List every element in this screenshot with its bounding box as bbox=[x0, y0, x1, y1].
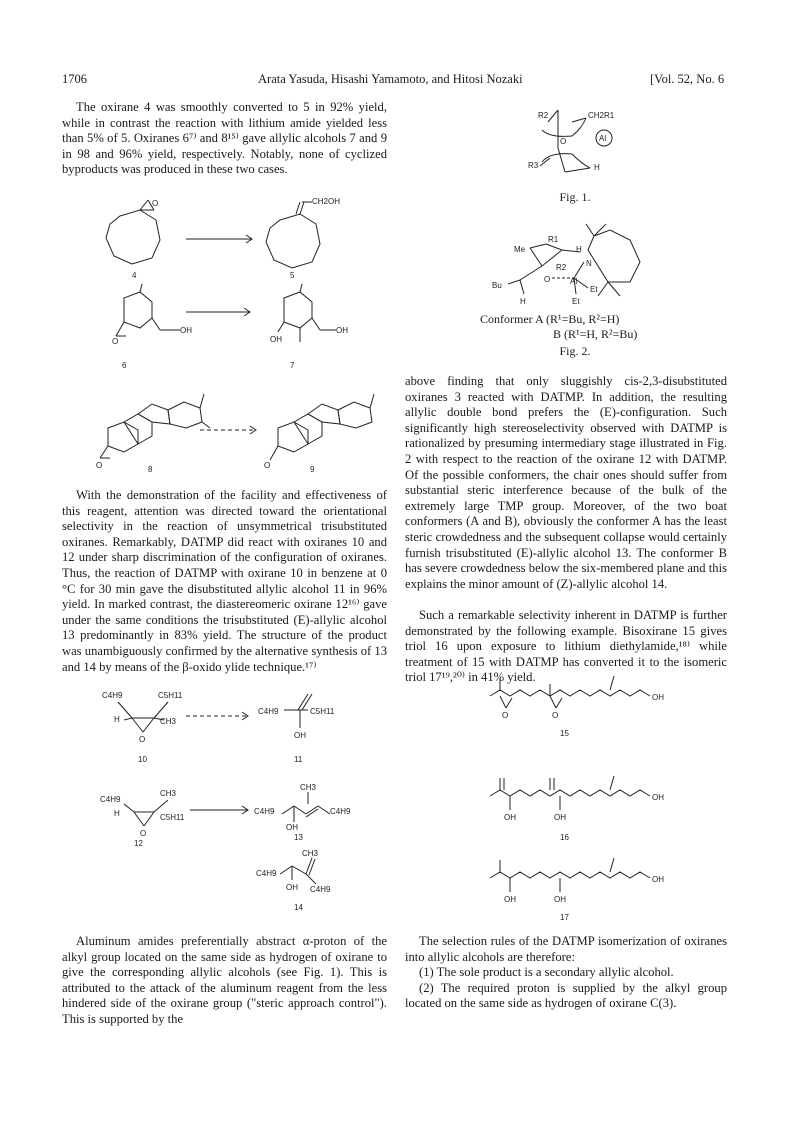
label-oh-15: OH bbox=[652, 693, 664, 702]
label-o-15b: O bbox=[552, 711, 559, 720]
compound-number-10: 10 bbox=[138, 755, 147, 764]
label-ch3-14: CH3 bbox=[302, 849, 319, 858]
label-o-10: O bbox=[139, 735, 146, 744]
compound-number-15: 15 bbox=[560, 729, 569, 738]
label-h-10: H bbox=[114, 715, 120, 724]
scheme-15-16-17 bbox=[480, 676, 730, 926]
label-c4h9-13a: C4H9 bbox=[254, 807, 275, 816]
label-oh-17a: OH bbox=[504, 895, 516, 904]
scheme-10-to-11 bbox=[98, 688, 398, 768]
running-authors: Arata Yasuda, Hisashi Yamamoto, and Hitosi Nozaki bbox=[258, 72, 523, 86]
compound-number-5: 5 bbox=[290, 271, 295, 280]
label-ch2r1: CH2R1 bbox=[588, 111, 615, 120]
label-al: Al bbox=[599, 134, 607, 143]
label-o-15a: O bbox=[502, 711, 509, 720]
label-c4h9-14b: C4H9 bbox=[310, 885, 331, 894]
label-h: H bbox=[594, 163, 600, 172]
label-o-6: O bbox=[112, 337, 119, 346]
label-oh-17b: OH bbox=[554, 895, 566, 904]
label-oh-13: OH bbox=[286, 823, 298, 832]
label-r3: R3 bbox=[528, 161, 539, 170]
compound-number-9: 9 bbox=[310, 465, 315, 474]
label-al-fig2: Al bbox=[570, 277, 578, 286]
label-c4h9-13b: C4H9 bbox=[330, 807, 351, 816]
compound-number-8: 8 bbox=[148, 465, 153, 474]
label-o-9: O bbox=[264, 461, 271, 470]
scheme-8-to-9 bbox=[88, 374, 388, 474]
label-h-fig2-b: H bbox=[520, 297, 526, 306]
compound-number-4: 4 bbox=[132, 271, 137, 280]
left-para-3: Aluminum amides preferentially abstract α-proton of the alkyl group located on the same side as hydrogen of oxirane to give the corresponding allylic alcohols (see Fig. 1). This is attributed to the attack of the aluminum reagent from the less hindered side of the oxirane group ("steric approach control"). This is supported by the bbox=[62, 934, 387, 1026]
label-c5h11-11: C5H11 bbox=[310, 707, 335, 716]
label-r1-fig2: R1 bbox=[548, 235, 559, 244]
label-n: N bbox=[586, 259, 592, 268]
label-oh-16b: OH bbox=[554, 813, 566, 822]
label-oh-16c: OH bbox=[652, 793, 664, 802]
compound-number-13: 13 bbox=[294, 833, 303, 842]
label-me: Me bbox=[514, 245, 526, 254]
compound-number-17: 17 bbox=[560, 913, 569, 922]
left-para-2: With the demonstration of the facility and effectiveness of this reagent, attention was directed toward the orientational selectivity in the reaction of unsymmetrical trisubstituted oxiranes. Remarkably, DATMP did react with oxiranes 10 and 12 under sharp discrimination of the configuration of oxiranes. Thus, the reaction of DATMP with oxirane 10 in benzene at 0 °C for 30 min gave the disubstituted allylic alcohol 11 in 96% yield. In marked contrast, the diastereomeric oxirane 12¹⁶⁾ gave under the same conditions the trisubstituted (E)-allylic alcohol 13 predominantly in 83% yield. The structure of the product was unambiguously confirmed by the alternative synthesis of 13 and 14 by means of the β-oxido ylide technique.¹⁷⁾ bbox=[62, 488, 387, 674]
label-ch3-10: CH3 bbox=[160, 717, 177, 726]
page-number: 1706 bbox=[62, 72, 87, 86]
label-oh-7a: OH bbox=[336, 326, 348, 335]
label-o-12: O bbox=[140, 829, 147, 838]
label-et-1: Et bbox=[590, 285, 598, 294]
compound-number-7: 7 bbox=[290, 361, 295, 370]
conformer-a-label: Conformer A (R¹=Bu, R²=H) bbox=[480, 312, 620, 326]
label-bu: Bu bbox=[492, 281, 502, 290]
label-h-12: H bbox=[114, 809, 120, 818]
label-o-fig2: O bbox=[544, 275, 551, 284]
label-oh-14: OH bbox=[286, 883, 298, 892]
label-c4h9-12: C4H9 bbox=[100, 795, 121, 804]
label-oh-11: OH bbox=[294, 731, 306, 740]
figure-2-caption: Fig. 2. bbox=[559, 344, 591, 358]
label-o-4: O bbox=[152, 199, 159, 208]
compound-number-11: 11 bbox=[294, 755, 303, 764]
right-para-1: above finding that only sluggishly cis-2,3-disubstituted oxiranes 3 reacted with DATMP. In addition, the resulting allylic double bond prefers the (E)-configuration. Such significantly high stereoselectivity observed with DATMP is rationalized by presuming intermediary stage illustrated in Fig. 2 with respect to the reaction of the oxirane 12 with DATMP. Of the possible conformers, the chair ones should suffer from substantial steric interference because of the bulk of the extremely large TMP group. Moreover, of the two boat conformers (A and B), obviously the conformer A has the least steric crowdedness and the subsequent collapse would certainly furnish trisubstituted (E)-allylic alcohol 13. The conformer B has severe crowdedness below the six-membered plane and this explains the minor amount of (Z)-allylic alcohol 14. bbox=[405, 374, 727, 591]
compound-number-16: 16 bbox=[560, 833, 569, 842]
label-c4h9-14a: C4H9 bbox=[256, 869, 277, 878]
label-c4h9-11: C4H9 bbox=[258, 707, 279, 716]
figure-1-caption: Fig. 1. bbox=[559, 190, 591, 204]
label-o-8: O bbox=[96, 461, 103, 470]
volume-info: [Vol. 52, No. 6 bbox=[650, 72, 725, 86]
scheme-6-to-7 bbox=[100, 284, 390, 370]
label-c5h11-10: C5H11 bbox=[158, 691, 183, 700]
conformer-b-label: B (R¹=H, R²=Bu) bbox=[553, 327, 638, 341]
label-oh-16a: OH bbox=[504, 813, 516, 822]
scheme-12-to-13-14 bbox=[98, 784, 408, 924]
compound-number-6: 6 bbox=[122, 361, 127, 370]
figure-2-structure bbox=[490, 222, 670, 312]
label-oh-6: OH bbox=[180, 326, 192, 335]
label-r2: R2 bbox=[538, 111, 549, 120]
label-ch3-13: CH3 bbox=[300, 783, 317, 792]
label-c5h11-12: C5H11 bbox=[160, 813, 185, 822]
compound-number-12: 12 bbox=[134, 839, 143, 848]
compound-number-14: 14 bbox=[294, 903, 303, 912]
label-et-2: Et bbox=[572, 297, 580, 306]
label-o: O bbox=[560, 137, 567, 146]
label-oh-17c: OH bbox=[652, 875, 664, 884]
label-c4h9-10: C4H9 bbox=[102, 691, 123, 700]
figure-1-structure bbox=[520, 108, 640, 188]
label-r2-fig2: R2 bbox=[556, 263, 567, 272]
right-para-3: The selection rules of the DATMP isomerization of oxiranes into allylic alcohols are therefore: (1) The sole product is a secondary allylic alcohol. (2) The required proton is supplied by the alkyl group located on the same side as hydrogen of oxirane C(3). bbox=[405, 934, 727, 1011]
right-para-2: Such a remarkable selectivity inherent in DATMP is further demonstrated by the following example. Bisoxirane 15 gives triol 16 upon exposure to lithium diethylamide,¹⁸⁾ while treatment of 15 with DATMP has converted it to the isomeric triol 17¹⁹,²⁰⁾ in 41% yield. bbox=[405, 608, 727, 685]
label-ch3-12: CH3 bbox=[160, 789, 177, 798]
scheme-4-to-5 bbox=[90, 196, 390, 280]
label-oh-7b: OH bbox=[270, 335, 282, 344]
label-ch2oh-5: CH2OH bbox=[312, 197, 341, 206]
label-h-fig2: H bbox=[576, 245, 582, 254]
left-para-1: The oxirane 4 was smoothly converted to 5 in 92% yield, while in contrast the reaction with lithium amide yielded less than 5% of 5. Oxiranes 6⁷⁾ and 8¹⁵⁾ gave allylic alcohols 7 and 9 in 98 and 96% yield, respectively. Notably, none of cyclized byproducts was produced in these two cases. bbox=[62, 100, 387, 177]
